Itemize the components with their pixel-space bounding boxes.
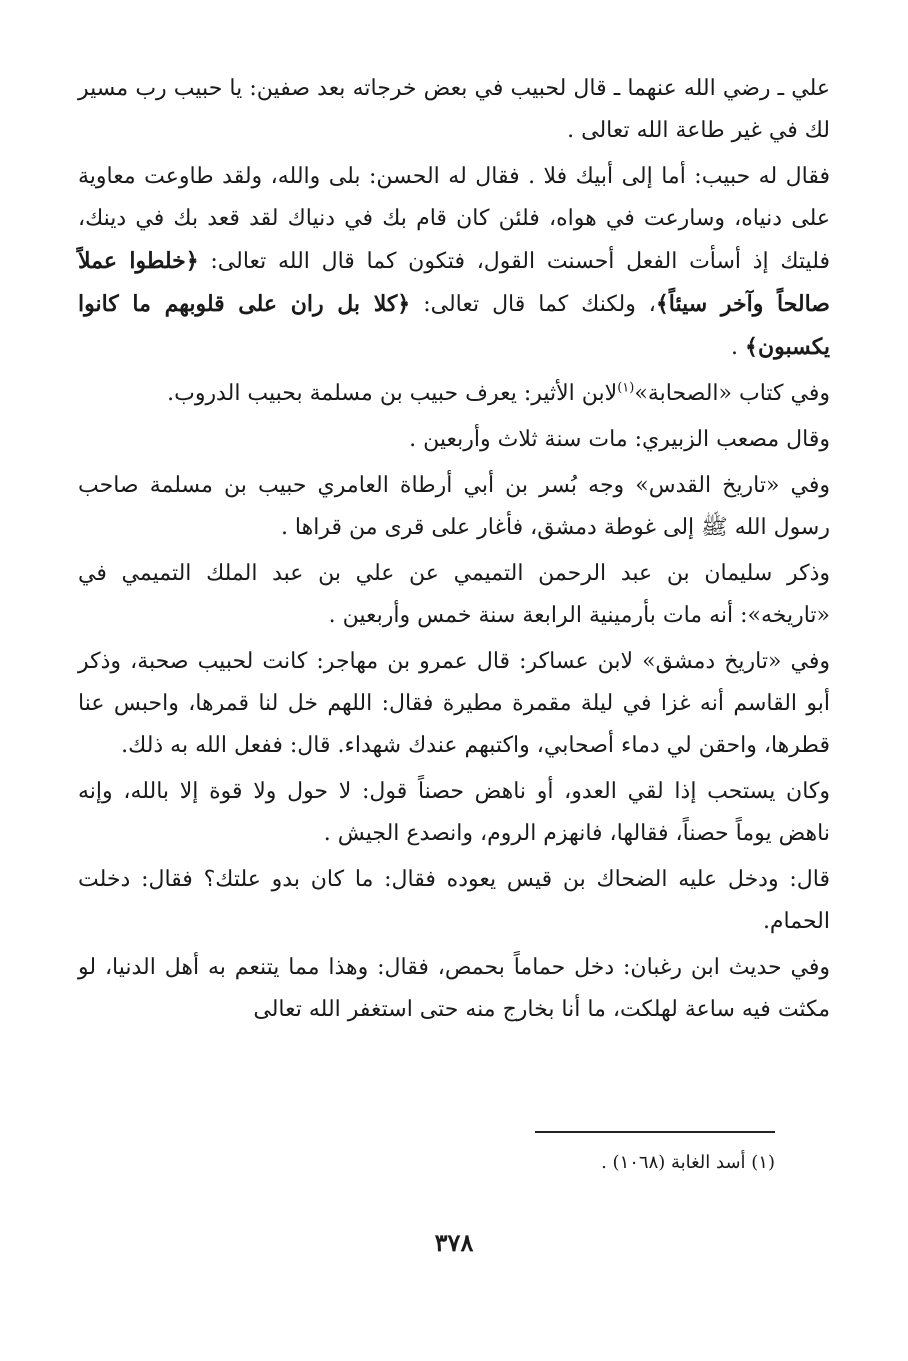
- paragraph-2-text-c: .: [731, 335, 746, 360]
- paragraph-6: وذكر سليمان بن عبد الرحمن التميمي عن علي بن عبد الملك التميمي في «تاريخه»: أنه مات بأرمينية الرابعة سنة خمس وأربعين .: [78, 561, 830, 628]
- paragraph-3-text-b: لابن الأثير: يعرف حبيب بن مسلمة بحبيب الدروب.: [167, 381, 618, 406]
- paragraph-9: قال: ودخل عليه الضحاك بن قيس يعوده فقال: ما كان بدو علتك؟ فقال: دخلت الحمام.: [78, 867, 830, 934]
- paragraph-2: [78, 156, 830, 369]
- footnote-divider: [535, 1131, 775, 1133]
- paragraph-2-text-b: ، ولكنك كما قال تعالى:: [410, 292, 656, 317]
- footnote: (١) أسد الغابة (١٠٦٨) .: [601, 1152, 775, 1173]
- paragraph-5: وفي «تاريخ القدس» وجه بُسر بن أبي أرطاة العامري حبيب بن مسلمة صاحب رسول الله ﷺ إلى غوطة دمشق، فأغار على قرى من قراها .: [78, 473, 830, 540]
- main-text: [78, 68, 830, 1031]
- paragraph-1: علي ـ رضي الله عنهما ـ قال لحبيب في بعض خرجاته بعد صفين: يا حبيب رب مسير لك في غير طاعة الله تعالى .: [78, 76, 830, 143]
- paragraph-4: وقال مصعب الزبيري: مات سنة ثلاث وأربعين .: [409, 427, 830, 452]
- paragraph-3-text-a: وفي كتاب «الصحابة»: [634, 381, 830, 406]
- paragraph-8: وكان يستحب إذا لقي العدو، أو ناهض حصناً قول: لا حول ولا قوة إلا بالله، وإنه ناهض يوماً حصناً، فقالها، فانهزم الروم، وانصدع الجيش .: [78, 779, 830, 846]
- footnote-reference[interactable]: (١): [617, 380, 635, 396]
- paragraph-3: [78, 373, 830, 415]
- paragraph-2-text-a: فقال له حبيب: أما إلى أبيك فلا . فقال له الحسن: بلى والله، ولقد طاوعت معاوية على دنياه، وسارعت في هواه، فلئن كان قام بك في دنياك لقد قعد بك في دينك، فليتك إذ أسأت الفعل أحسنت القول، فتكون كما قال الله تعالى:: [78, 164, 830, 274]
- quran-verse-1: ﴿خلطوا عملاً صالحاً وآخر سيئاً﴾: [78, 248, 830, 317]
- paragraph-7: وفي «تاريخ دمشق» لابن عساكر: قال عمرو بن مهاجر: كانت لحبيب صحبة، وذكر أبو القاسم أنه غزا في ليلة مقمرة مطيرة فقال: اللهم خل لنا قمرها، واحبس عنا قطرها، واحقن لي دماء أصحابي، واكتبهم عندك شهداء. قال: ففعل الله به ذلك.: [78, 649, 830, 758]
- quran-verse-2: ﴿كلا بل ران على قلوبهم ما كانوا يكسبون﴾: [78, 291, 830, 360]
- page-number: ٣٧٨: [434, 1228, 474, 1257]
- paragraph-10: وفي حديث ابن رغبان: دخل حماماً بحمص، فقال: وهذا مما يتنعم به أهل الدنيا، لو مكثت فيه ساعة لهلكت، ما أنا بخارج منه حتى استغفر الله تعالى: [78, 955, 830, 1022]
